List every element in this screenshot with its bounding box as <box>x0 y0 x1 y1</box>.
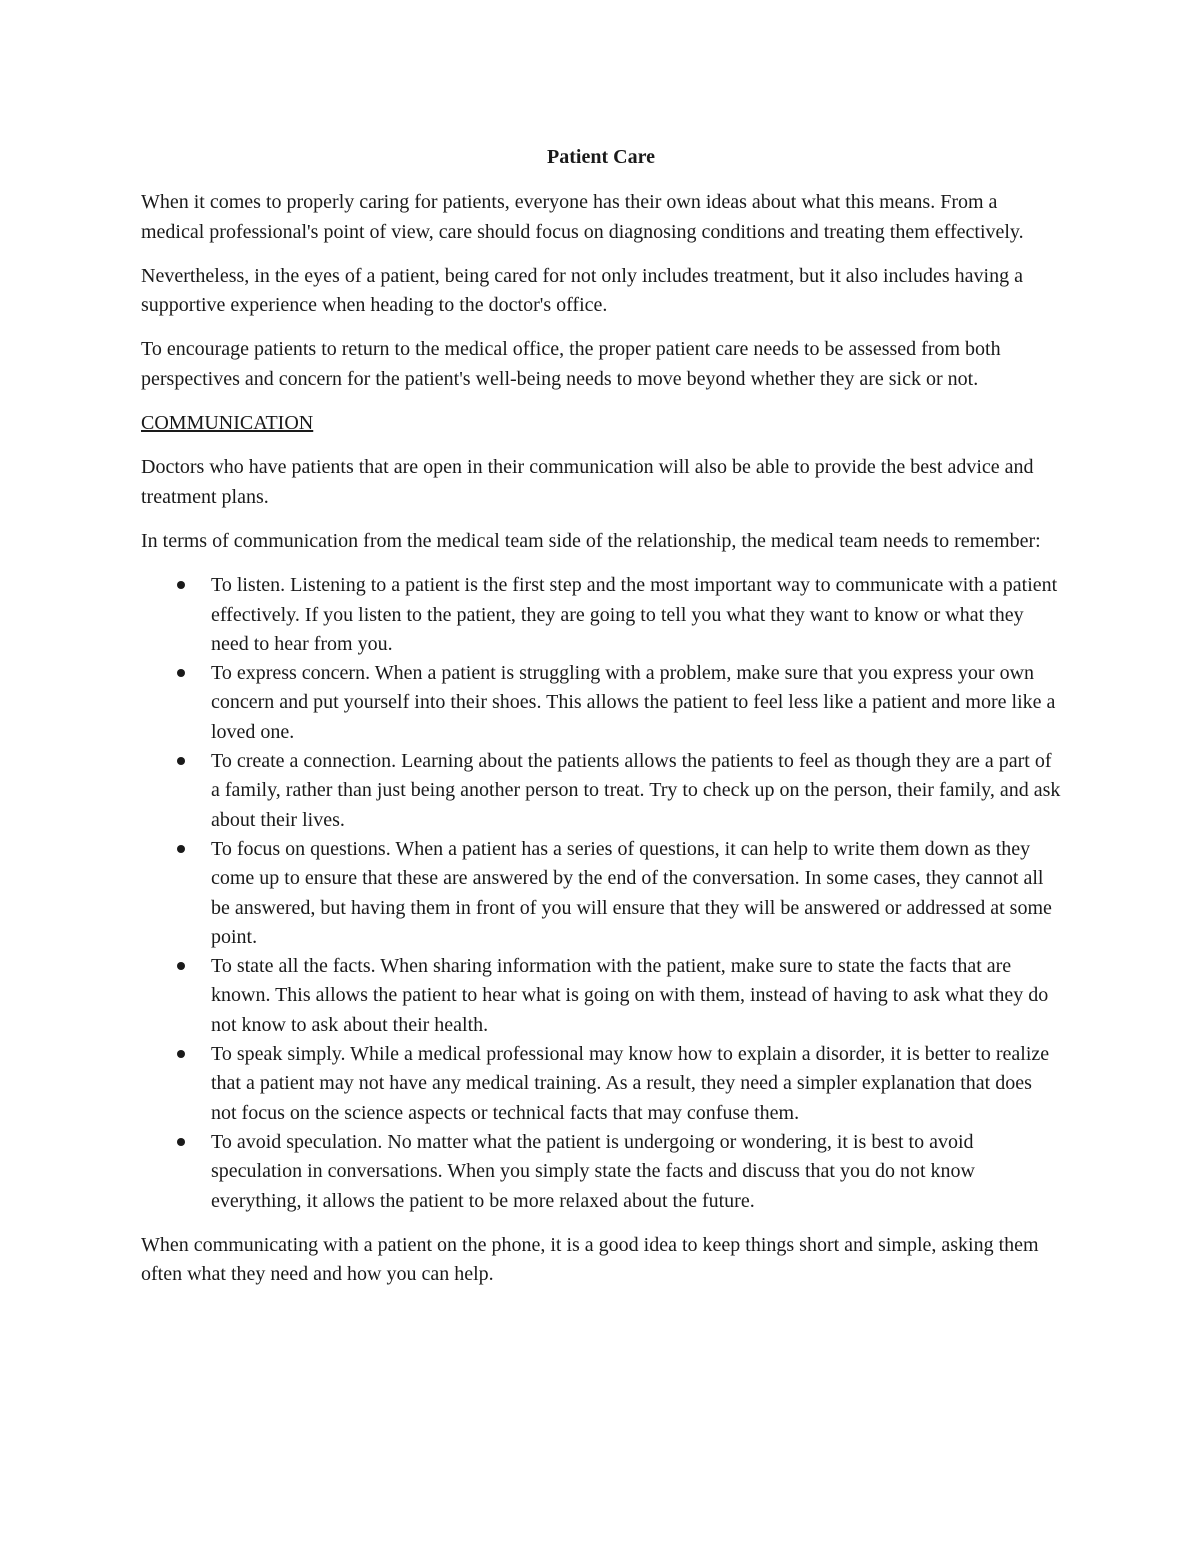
document-page <box>141 143 1061 1304</box>
bullet-item-focus-questions <box>141 835 1061 952</box>
closing-paragraph: When communicating with a patient on the phone, it is a good idea to keep things short and simple, asking them often what they need and how you can help. <box>141 1233 1039 1286</box>
document-title: Patient Care <box>547 146 655 168</box>
bullet-text: To express concern. When a patient is struggling with a problem, make sure that you express your own concern and put yourself into their shoes. This allows the patient to feel less like a patient and more like a loved one. <box>211 662 1056 743</box>
communication-paragraph-2: In terms of communication from the medical team side of the relationship, the medical team needs to remember: <box>141 529 1041 552</box>
bullet-item-express-concern <box>141 659 1061 747</box>
intro-paragraph-3: To encourage patients to return to the medical office, the proper patient care needs to be assessed from both perspectives and concern for the patient's well-being needs to move beyond whether they are sick or not. <box>141 338 1001 390</box>
intro-paragraph-1: When it comes to properly caring for patients, everyone has their own ideas about what this means. From a medical professional's point of view, care should focus on diagnosing conditions and treating them effectively. <box>141 191 1024 243</box>
bullet-dot-icon <box>177 1138 185 1146</box>
bullet-dot-icon <box>177 845 185 853</box>
bullet-item-state-facts <box>141 952 1061 1040</box>
section-heading-communication: COMMUNICATION <box>141 412 314 435</box>
bullet-text: To create a connection. Learning about the patients allows the patients to feel as though they are a part of a family, rather than just being another person to treat. Try to check up on the person, their family, and ask about their lives. <box>211 750 1061 831</box>
bullet-item-avoid-speculation <box>141 1128 1061 1216</box>
intro-paragraph-2: Nevertheless, in the eyes of a patient, being cared for not only includes treatment, but it also includes having a supportive experience when heading to the doctor's office. <box>141 264 1023 317</box>
bullet-text: To avoid speculation. No matter what the patient is undergoing or wondering, it is best to avoid speculation in conversations. When you simply state the facts and discuss that you do not know everything, it allows the patient to be more relaxed about the future. <box>211 1130 975 1212</box>
communication-paragraph-1: Doctors who have patients that are open in their communication will also be able to provide the best advice and treatment plans. <box>141 456 1034 508</box>
bullet-dot-icon <box>177 581 185 589</box>
bullet-dot-icon <box>177 669 185 677</box>
bullet-text: To listen. Listening to a patient is the first step and the most important way to communicate with a patient effectively. If you listen to the patient, they are going to tell you what they want to know or what they need to hear from you. <box>211 574 1058 655</box>
bullet-text: To state all the facts. When sharing information with the patient, make sure to state the facts that are known. This allows the patient to hear what is going on with them, instead of having to ask what they do not know to ask about their health. <box>211 955 1049 1036</box>
communication-bullet-list <box>141 571 1061 1216</box>
bullet-dot-icon <box>177 757 185 765</box>
bullet-dot-icon <box>177 1050 185 1058</box>
bullet-text: To speak simply. While a medical professional may know how to explain a disorder, it is better to realize that a patient may not have any medical training. As a result, they need a simpler explanation that does not focus on the science aspects or technical facts that may confuse them. <box>211 1043 1050 1124</box>
bullet-text: To focus on questions. When a patient has a series of questions, it can help to write them down as they come up to ensure that these are answered by the end of the conversation. In some cases, they cannot all be answered, but having them in front of you will ensure that they will be answered or addressed at some point. <box>211 837 1052 948</box>
bullet-item-speak-simply <box>141 1040 1061 1128</box>
bullet-item-listen <box>141 571 1061 659</box>
bullet-dot-icon <box>177 962 185 970</box>
bullet-item-create-connection <box>141 747 1061 835</box>
